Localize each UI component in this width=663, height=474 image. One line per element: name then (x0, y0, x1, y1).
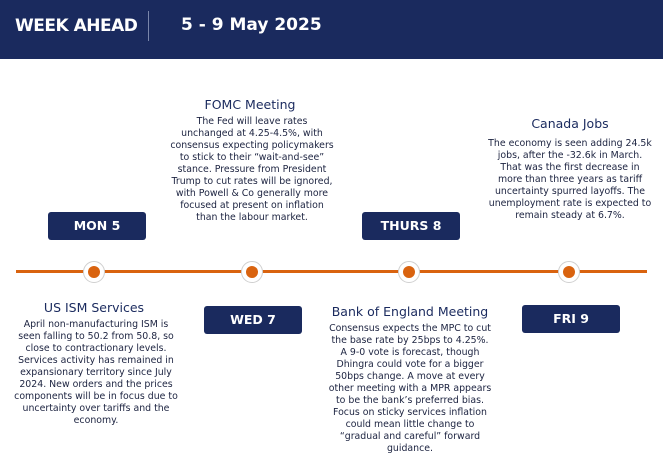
timeline-dot-thurs (398, 261, 420, 283)
day-badge-mon: MON 5 (48, 212, 146, 240)
fomc-text: The Fed will leave rates unchanged at 4.25-4.5%, with consensus expecting policymakers to stick to their “wait-and-see” stance. Pressure from President Trump to cut rates will be ignored, with Powell & Co generally more focused at present on inflation than the labour market. (170, 116, 334, 223)
day-badge-fri: FRI 9 (522, 305, 620, 333)
timeline-line (16, 270, 647, 273)
ism-services-text: April non-manufacturing ISM is seen falling to 50.2 from 50.8, so close to contractionary levels. Services activity has remained in expansionary territory since July 2024. New orders and the prices components will be in focus due to uncertainty over tariffs and the economy. (14, 319, 178, 426)
day-badge-wed: WED 7 (204, 306, 302, 334)
header-divider (148, 11, 149, 41)
ism-services-title: US ISM Services (43, 300, 145, 315)
fomc-title: FOMC Meeting (204, 97, 296, 112)
canada-jobs-title: Canada Jobs (531, 116, 609, 131)
day-badge-thurs: THURS 8 (362, 212, 460, 240)
boe-title: Bank of England Meeting (331, 304, 489, 319)
page-title: WEEK AHEAD (15, 16, 138, 36)
header-banner (0, 0, 663, 59)
timeline-dot-wed (241, 261, 263, 283)
timeline-dot-fri (558, 261, 580, 283)
canada-jobs-text: The economy is seen adding 24.5k jobs, after the -32.6k in March. That was the first decrease in more than three years as tariff uncertainty spurred layoffs. The unemployment rate is expected to remain steady at 6.7%. (488, 138, 652, 221)
boe-text: Consensus expects the MPC to cut the base rate by 25bps to 4.25%. A 9-0 vote is forecast, though Dhingra could vote for a bigger 50bps change. A move at every other meeting with a MPR appears to be the bank’s preferred bias. Focus on sticky services inflation could mean little change to “gradual and careful” forward guidance. (328, 323, 492, 454)
date-range: 5 - 9 May 2025 (181, 15, 322, 35)
timeline-dot-mon (83, 261, 105, 283)
